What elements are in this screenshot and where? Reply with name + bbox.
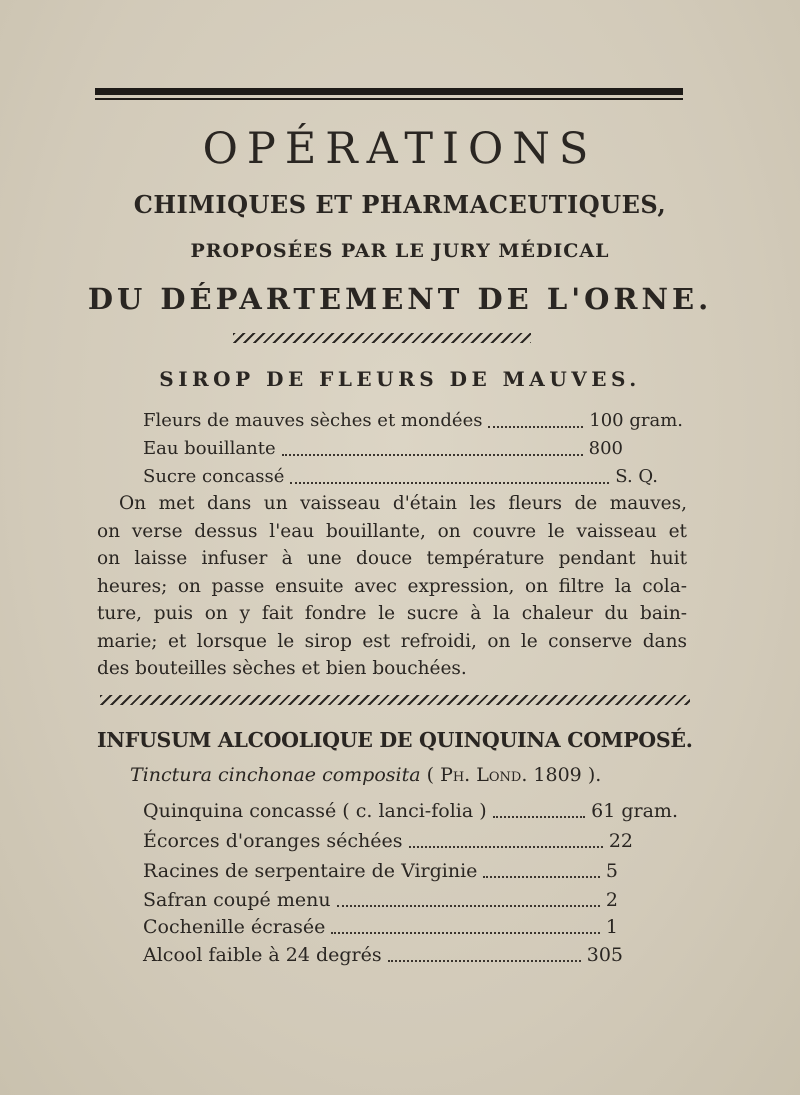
- leader-dots: [409, 842, 603, 848]
- ingredient-row: [143, 438, 623, 460]
- ingredient-name: Fleurs de mauves sèches et mondées: [143, 410, 483, 431]
- paragraph-line: des bouteilles sèches et bien bouchées.: [97, 658, 467, 679]
- ingredient-qty: 2: [605, 889, 618, 911]
- ingredient-qty: 100 gram.: [589, 410, 683, 431]
- leader-dots: [388, 956, 581, 962]
- ref-close: ).: [581, 764, 602, 786]
- ingredient-row: [143, 944, 623, 966]
- paragraph-line: marie; et lorsque le sirop est refroidi, on le conserve dans: [97, 630, 687, 652]
- ingredient-row: [143, 830, 633, 852]
- paragraph-line: on verse dessus l'eau bouillante, on couvre le vaisseau et: [97, 520, 687, 542]
- ingredient-row: [143, 410, 683, 432]
- ingredient-qty: 5: [605, 860, 618, 882]
- paragraph-line: ture, puis on y fait fondre le sucre à la chaleur du bain-: [97, 603, 687, 624]
- leader-dots: [337, 901, 600, 907]
- ornamental-divider: [233, 333, 531, 343]
- ingredient-qty: 1: [605, 916, 618, 938]
- ref-year: 1809: [533, 764, 582, 786]
- ornamental-divider: [100, 695, 690, 705]
- header-line-jury: PROPOSÉES PAR LE JURY MÉDICAL: [190, 240, 610, 262]
- ingredient-qty: 22: [608, 830, 633, 852]
- ref-open: (: [426, 764, 441, 786]
- ingredient-qty: 800: [588, 438, 623, 459]
- page-subtitle: CHIMIQUES ET PHARMACEUTIQUES,: [133, 190, 667, 219]
- ingredient-name: Cochenille écrasée: [143, 916, 326, 938]
- ref-source: Ph. Lond.: [440, 764, 528, 786]
- ingredient-name: Eau bouillante: [143, 438, 276, 459]
- ingredient-name: Racines de serpentaire de Virginie: [143, 860, 478, 882]
- ingredient-name: Quinquina concassé ( c. lanci-folia ): [143, 800, 487, 822]
- ingredient-row: [143, 916, 618, 938]
- section2-title: INFUSUM ALCOOLIQUE DE QUINQUINA COMPOSÉ.: [97, 728, 693, 752]
- header-thick-rule: [95, 88, 683, 95]
- paragraph-line: On met dans un vaisseau d'étain les fleurs de mauves,: [119, 493, 687, 514]
- section1-paragraph: [97, 490, 687, 683]
- latin-reference: [130, 764, 690, 786]
- header-thin-rule: [95, 98, 683, 100]
- leader-dots: [493, 812, 586, 818]
- header-line-department: DU DÉPARTEMENT DE L'ORNE.: [87, 282, 713, 316]
- section1-title: SIROP DE FLEURS DE MAUVES.: [159, 367, 641, 391]
- ingredient-name: Safran coupé menu: [143, 889, 331, 911]
- latin-name: Tinctura cinchonae composita: [130, 764, 421, 786]
- ingredient-row: [143, 889, 618, 911]
- ingredient-qty: 61 gram.: [591, 800, 678, 822]
- ingredient-name: Sucre concassé: [143, 466, 285, 487]
- ingredient-row: [143, 860, 618, 882]
- leader-dots: [282, 450, 583, 456]
- page-title: OPÉRATIONS: [202, 124, 598, 174]
- ingredient-name: Écorces d'oranges séchées: [143, 830, 403, 852]
- ingredient-row: [143, 800, 678, 822]
- paragraph-line: heures; on passe ensuite avec expression, on filtre la cola-: [97, 575, 687, 597]
- ingredient-row: [143, 466, 658, 488]
- leader-dots: [488, 422, 583, 428]
- ingredient-qty: S. Q.: [615, 466, 658, 487]
- ingredient-qty: 305: [586, 944, 623, 966]
- paragraph-line: on laisse infuser à une douce température pendant huit: [97, 548, 687, 569]
- leader-dots: [331, 928, 600, 934]
- ingredient-name: Alcool faible à 24 degrés: [143, 944, 382, 966]
- leader-dots: [483, 872, 599, 878]
- leader-dots: [290, 478, 609, 484]
